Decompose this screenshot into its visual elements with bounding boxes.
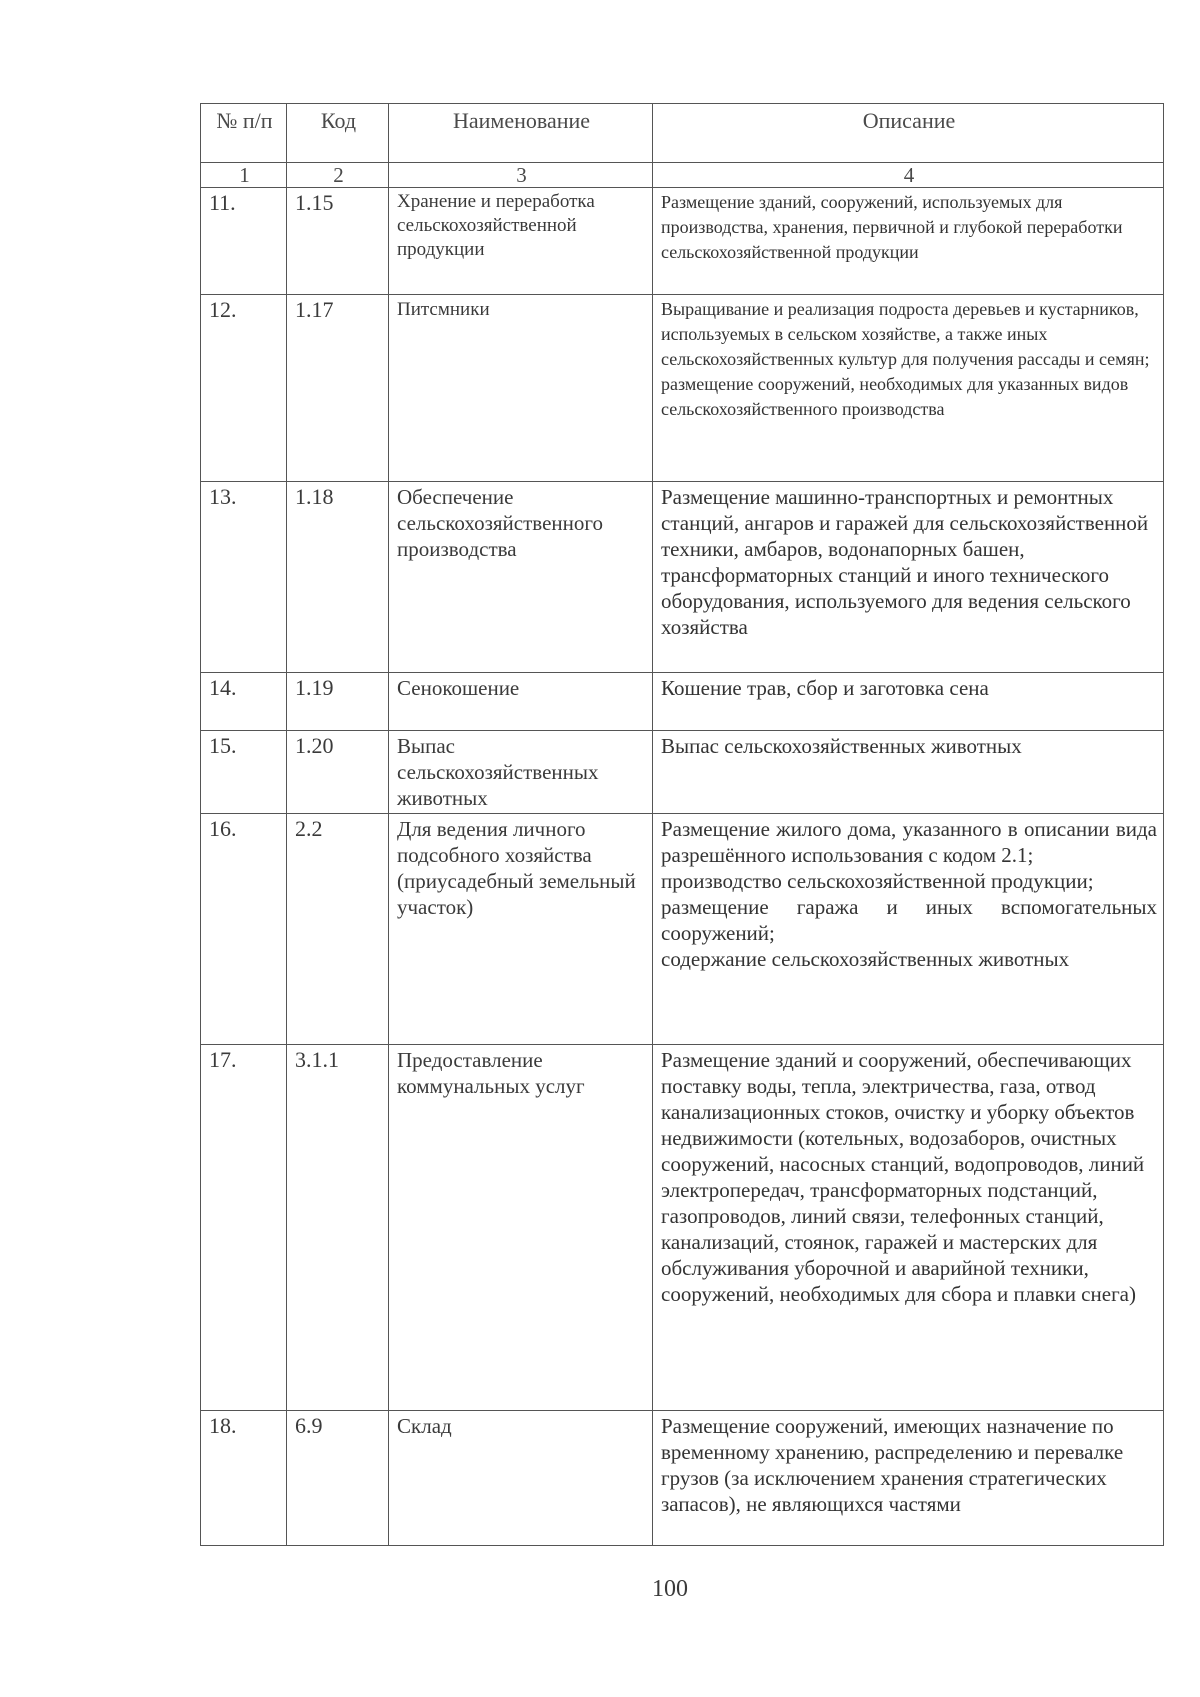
header-name: Наименование [389,104,653,163]
description-paragraph: Выпас сельскохозяйственных животных [661,734,1022,758]
header-num: № п/п [201,104,287,163]
page-number: 100 [652,1576,688,1602]
table-row [201,673,1164,731]
description-paragraph: производство сельскохозяйственной продукции; [661,869,1094,893]
row-number: 16. [201,814,287,1045]
table-header-row [201,104,1164,163]
row-number: 18. [201,1411,287,1546]
table-row [201,1411,1164,1546]
row-number: 15. [201,731,287,814]
row-name: Сенокошение [389,673,653,731]
row-name: Предоставление коммунальных услуг [389,1045,653,1411]
row-name: Склад [389,1411,653,1546]
row-name: Для ведения личного подсобного хозяйства (приусадебный земельный участок) [389,814,653,1045]
description-paragraph: размещение гаража и иных вспомогательных сооружений; [661,895,1157,945]
row-name: Обеспечение сельскохозяйственного производства [389,482,653,673]
table-row [201,188,1164,295]
row-description [653,295,1164,482]
row-name: Выпас сельскохозяйственных животных [389,731,653,814]
column-number: 4 [653,163,1164,188]
row-description [653,188,1164,295]
description-paragraph: Кошение трав, сбор и заготовка сена [661,676,989,700]
row-description [653,1045,1164,1411]
row-number: 13. [201,482,287,673]
row-code: 1.18 [287,482,389,673]
row-number: 14. [201,673,287,731]
row-name: Хранение и переработка сельскохозяйственной продукции [389,188,653,295]
row-code: 6.9 [287,1411,389,1546]
header-code: Код [287,104,389,163]
table-row [201,295,1164,482]
table-row [201,1045,1164,1411]
land-use-table [200,103,1164,1546]
row-number: 11. [201,188,287,295]
description-paragraph: Размещение зданий, сооружений, используемых для производства, хранения, первичной и глубокой переработки сельскохозяйственной продукции [661,192,1123,262]
row-code: 2.2 [287,814,389,1045]
description-paragraph: содержание сельскохозяйственных животных [661,947,1070,971]
column-number: 3 [389,163,653,188]
table-row [201,731,1164,814]
row-number: 12. [201,295,287,482]
row-code: 1.15 [287,188,389,295]
row-code: 1.17 [287,295,389,482]
description-paragraph: Выращивание и реализация подроста деревьев и кустарников, используемых в сельском хозяйстве, а также иных сельскохозяйственных культур для получения рассады и семян; [661,299,1150,369]
description-paragraph: Размещение машинно-транспортных и ремонтных станций, ангаров и гаражей для сельскохозяйственной техники, амбаров, водонапорных башен, трансформаторных станций и иного технического оборудования, используемого для ведения сельского хозяйства [661,485,1149,639]
description-paragraph: Размещение жилого дома, указанного в описании вида разрешённого использования с кодом 2.1; [661,817,1157,867]
row-description [653,673,1164,731]
table-row [201,814,1164,1045]
description-paragraph: Размещение зданий и сооружений, обеспечивающих поставку воды, тепла, электричества, газа, отвод канализационных стоков, очистку и уборку объектов недвижимости (котельных, водозаборов, очистных сооружений, насосных станций, водопроводов, линий электропередач, трансформаторных подстанций, газопроводов, линий связи, телефонных станций, канализаций, стоянок, гаражей и мастерских для обслуживания уборочной и аварийной техники, сооружений, необходимых для сбора и плавки снега) [661,1048,1145,1306]
row-description [653,482,1164,673]
column-number: 1 [201,163,287,188]
description-paragraph: размещение сооружений, необходимых для указанных видов сельскохозяйственного производства [661,374,1129,419]
column-number: 2 [287,163,389,188]
row-code: 1.19 [287,673,389,731]
table-row [201,482,1164,673]
row-description [653,731,1164,814]
description-paragraph: Размещение сооружений, имеющих назначение по временному хранению, распределению и перевалке грузов (за исключением хранения стратегических запасов), не являющихся частями [661,1414,1124,1516]
row-code: 3.1.1 [287,1045,389,1411]
column-number-row [201,163,1164,188]
row-number: 17. [201,1045,287,1411]
row-description [653,814,1164,1045]
row-description [653,1411,1164,1546]
row-code: 1.20 [287,731,389,814]
row-name: Питсмники [389,295,653,482]
header-description: Описание [653,104,1164,163]
